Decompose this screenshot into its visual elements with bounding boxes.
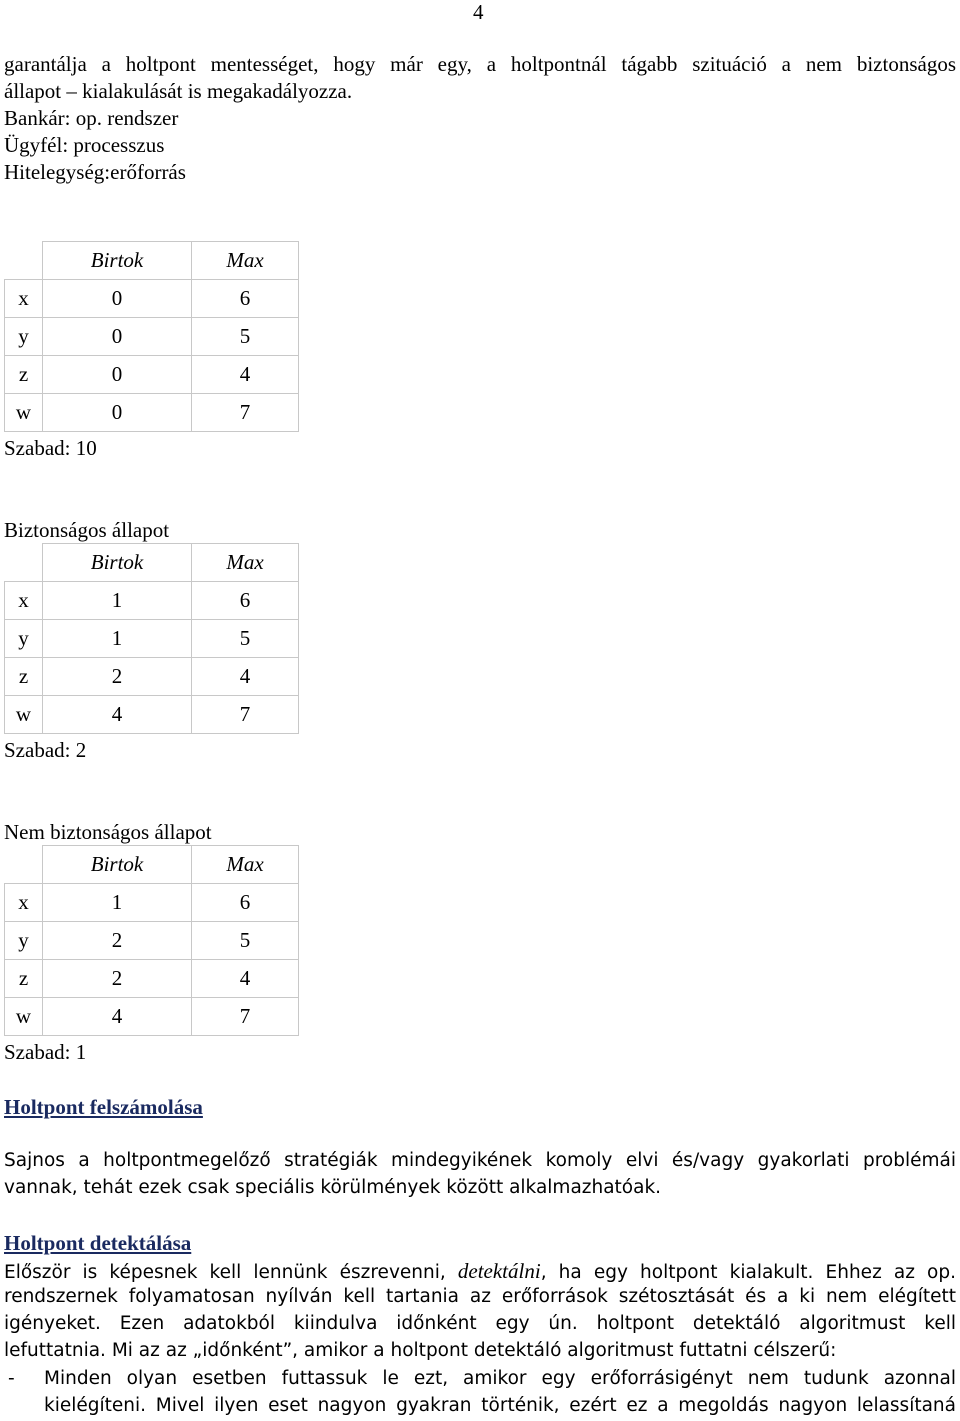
table-cell: y <box>5 620 43 658</box>
table-row <box>5 280 299 318</box>
table-cell: y <box>5 318 43 356</box>
table-row <box>5 620 299 658</box>
table-cell: 2 <box>43 960 192 998</box>
table-header-row <box>5 242 299 280</box>
table-cell: z <box>5 658 43 696</box>
intro-line-4: Ügyfél: processzus <box>4 133 165 157</box>
table-cell: 0 <box>43 394 192 432</box>
table-cell: 4 <box>192 356 299 394</box>
section-heading-deadlock-recovery: Holtpont felszámolása <box>4 1095 203 1119</box>
bullet-line: kielégíteni. Mivel ilyen eset nagyon gyakran történik, ezért ez a megoldás nagyon lelassítaná <box>44 1395 956 1416</box>
intro-line-3: Bankár: op. rendszer <box>4 106 179 130</box>
free-resources-label: Szabad: 1 <box>4 1040 87 1064</box>
table-header-birtok: Birtok <box>43 242 192 280</box>
table-cell: x <box>5 582 43 620</box>
table-cell: z <box>5 356 43 394</box>
table-caption-unsafe-state: Nem biztonságos állapot <box>4 820 212 844</box>
table-header-empty <box>5 242 43 280</box>
table-header-birtok: Birtok <box>43 544 192 582</box>
table-cell: 7 <box>192 696 299 734</box>
intro-line-2: állapot – kialakulását is megakadályozza. <box>4 79 353 103</box>
emphasis-detect: detektálni <box>457 1259 541 1283</box>
table-cell: 1 <box>43 582 192 620</box>
table-cell: 6 <box>192 280 299 318</box>
paragraph-line: igényeket. Ezen adatokból kiindulva időnként egy ún. holtpont detektáló algoritmust kell <box>4 1313 956 1334</box>
section-heading-deadlock-detection: Holtpont detektálása <box>4 1231 192 1255</box>
allocation-table-safe <box>4 543 299 734</box>
table-row <box>5 922 299 960</box>
table-cell: 7 <box>192 998 299 1036</box>
table-header-row <box>5 544 299 582</box>
table-caption-safe-state: Biztonságos állapot <box>4 518 170 542</box>
intro-line-1: garantálja a holtpont mentességet, hogy már egy, a holtpontnál tágabb szituáció a nem biztonságos <box>4 52 956 76</box>
table-cell: 5 <box>192 620 299 658</box>
free-resources-label: Szabad: 2 <box>4 738 87 762</box>
table-cell: 0 <box>43 280 192 318</box>
intro-line-5: Hitelegység:erőforrás <box>4 160 186 184</box>
table-cell: 6 <box>192 582 299 620</box>
table-cell: 4 <box>43 696 192 734</box>
paragraph-line: vannak, tehát ezek csak speciális körülmények között alkalmazhatóak. <box>4 1177 662 1198</box>
table-row <box>5 696 299 734</box>
table-cell: 1 <box>43 620 192 658</box>
table-cell: 2 <box>43 658 192 696</box>
table-cell: 4 <box>192 658 299 696</box>
bullet-dash: - <box>8 1368 15 1389</box>
table-cell: 6 <box>192 884 299 922</box>
bullet-line: Minden olyan esetben futtassuk le ezt, amikor egy erőforrásigényt nem tudunk azonnal <box>44 1368 956 1389</box>
paragraph-line: Először is képesnek kell lennünk észrevenni, detektálni, ha egy holtpont kialakult. Ehhez az op. <box>4 1259 956 1283</box>
table-cell: 4 <box>192 960 299 998</box>
table-cell: y <box>5 922 43 960</box>
table-cell: 4 <box>43 998 192 1036</box>
table-header-max: Max <box>192 242 299 280</box>
table-header-empty <box>5 544 43 582</box>
allocation-table-unsafe <box>4 845 299 1036</box>
table-header-birtok: Birtok <box>43 846 192 884</box>
table-cell: x <box>5 884 43 922</box>
table-header-max: Max <box>192 544 299 582</box>
table-row <box>5 960 299 998</box>
table-cell: w <box>5 696 43 734</box>
table-cell: 2 <box>43 922 192 960</box>
paragraph-line: rendszernek folyamatosan nyílván kell tartania az erőforrások szétosztását és a ki nem elégített <box>4 1286 956 1307</box>
table-cell: w <box>5 998 43 1036</box>
table-cell: w <box>5 394 43 432</box>
paragraph-line: Sajnos a holtpontmegelőző stratégiák mindegyikének komoly elvi és/vagy gyakorlati problémái <box>4 1150 956 1171</box>
table-cell: 5 <box>192 922 299 960</box>
table-row <box>5 394 299 432</box>
table-row <box>5 998 299 1036</box>
table-header-empty <box>5 846 43 884</box>
table-row <box>5 356 299 394</box>
table-cell: 1 <box>43 884 192 922</box>
table-cell: 0 <box>43 356 192 394</box>
table-header-max: Max <box>192 846 299 884</box>
table-row <box>5 884 299 922</box>
table-header-row <box>5 846 299 884</box>
table-row <box>5 658 299 696</box>
table-cell: z <box>5 960 43 998</box>
table-row <box>5 318 299 356</box>
table-row <box>5 582 299 620</box>
table-cell: 7 <box>192 394 299 432</box>
table-cell: 0 <box>43 318 192 356</box>
table-cell: x <box>5 280 43 318</box>
free-resources-label: Szabad: 10 <box>4 436 97 460</box>
paragraph-line: lefuttatnia. Mi az az „időnként”, amikor a holtpont detektáló algoritmust futtatni célszerű: <box>4 1340 837 1361</box>
allocation-table-initial <box>4 241 299 432</box>
table-cell: 5 <box>192 318 299 356</box>
page-number: 4 <box>473 0 484 24</box>
